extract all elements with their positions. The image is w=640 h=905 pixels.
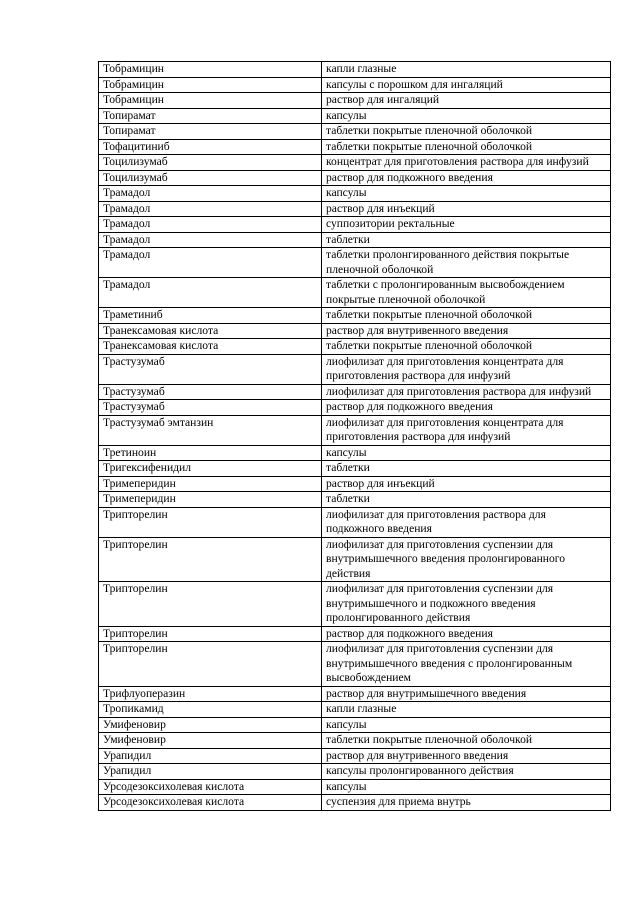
dosage-form-cell: раствор для подкожного введения [322, 170, 611, 186]
drug-name-cell: Трамадол [99, 248, 322, 278]
dosage-form-cell: капли глазные [322, 62, 611, 78]
drug-name-cell: Трастузумаб эмтанзин [99, 415, 322, 445]
drug-name-cell: Трастузумаб [99, 354, 322, 384]
drug-name-cell: Трамадол [99, 278, 322, 308]
drug-name-cell: Трамадол [99, 201, 322, 217]
table-row [99, 77, 611, 93]
drug-name-cell: Тропикамид [99, 702, 322, 718]
table-row [99, 278, 611, 308]
drug-name-cell: Топирамат [99, 124, 322, 140]
drug-name-cell: Транексамовая кислота [99, 323, 322, 339]
drug-name-cell: Тригексифенидил [99, 461, 322, 477]
table-row [99, 217, 611, 233]
dosage-form-cell: таблетки покрытые пленочной оболочкой [322, 124, 611, 140]
dosage-form-cell: суспензия для приема внутрь [322, 795, 611, 811]
drug-name-cell: Тобрамицин [99, 62, 322, 78]
dosage-form-cell: раствор для внутримышечного введения [322, 686, 611, 702]
dosage-form-cell: раствор для подкожного введения [322, 626, 611, 642]
dosage-form-cell: таблетки покрытые пленочной оболочкой [322, 733, 611, 749]
drug-name-cell: Трифлуоперазин [99, 686, 322, 702]
dosage-form-cell: таблетки [322, 461, 611, 477]
table-row [99, 717, 611, 733]
table-row [99, 507, 611, 537]
dosage-form-cell: таблетки [322, 232, 611, 248]
drug-table [98, 61, 611, 811]
dosage-form-cell: таблетки [322, 492, 611, 508]
table-row [99, 308, 611, 324]
document-page [98, 61, 600, 811]
table-row [99, 170, 611, 186]
dosage-form-cell: лиофилизат для приготовления суспензии для внутримышечного введения с пролонгированным высвобождением [322, 642, 611, 687]
dosage-form-cell: раствор для подкожного введения [322, 400, 611, 416]
dosage-form-cell: таблетки пролонгированного действия покрытые пленочной оболочкой [322, 248, 611, 278]
table-row [99, 779, 611, 795]
drug-name-cell: Трамадол [99, 232, 322, 248]
table-row [99, 339, 611, 355]
table-row [99, 492, 611, 508]
table-row [99, 139, 611, 155]
drug-name-cell: Урапидил [99, 748, 322, 764]
drug-name-cell: Трипторелин [99, 642, 322, 687]
dosage-form-cell: таблетки покрытые пленочной оболочкой [322, 139, 611, 155]
drug-name-cell: Умифеновир [99, 733, 322, 749]
drug-name-cell: Трастузумаб [99, 384, 322, 400]
drug-name-cell: Тобрамицин [99, 93, 322, 109]
table-row [99, 384, 611, 400]
drug-name-cell: Трипторелин [99, 537, 322, 582]
table-row [99, 702, 611, 718]
drug-name-cell: Трастузумаб [99, 400, 322, 416]
table-row [99, 764, 611, 780]
table-row [99, 62, 611, 78]
dosage-form-cell: капсулы пролонгированного действия [322, 764, 611, 780]
table-row [99, 582, 611, 627]
table-row [99, 795, 611, 811]
dosage-form-cell: капсулы [322, 779, 611, 795]
dosage-form-cell: лиофилизат для приготовления раствора для подкожного введения [322, 507, 611, 537]
drug-name-cell: Умифеновир [99, 717, 322, 733]
drug-name-cell: Тофацитиниб [99, 139, 322, 155]
drug-table-body [99, 62, 611, 811]
dosage-form-cell: капли глазные [322, 702, 611, 718]
table-row [99, 186, 611, 202]
drug-name-cell: Трипторелин [99, 507, 322, 537]
table-row [99, 400, 611, 416]
dosage-form-cell: раствор для инъекций [322, 201, 611, 217]
dosage-form-cell: лиофилизат для приготовления суспензии для внутримышечного введения пролонгированного действия [322, 537, 611, 582]
dosage-form-cell: суппозитории ректальные [322, 217, 611, 233]
dosage-form-cell: капсулы [322, 717, 611, 733]
drug-name-cell: Трамадол [99, 217, 322, 233]
drug-name-cell: Топирамат [99, 108, 322, 124]
drug-name-cell: Траметиниб [99, 308, 322, 324]
drug-name-cell: Транексамовая кислота [99, 339, 322, 355]
dosage-form-cell: лиофилизат для приготовления суспензии для внутримышечного и подкожного введения пролонгированного действия [322, 582, 611, 627]
dosage-form-cell: капсулы с порошком для ингаляций [322, 77, 611, 93]
dosage-form-cell: лиофилизат для приготовления концентрата для приготовления раствора для инфузий [322, 354, 611, 384]
dosage-form-cell: раствор для внутривенного введения [322, 748, 611, 764]
dosage-form-cell: концентрат для приготовления раствора для инфузий [322, 155, 611, 171]
drug-name-cell: Трипторелин [99, 626, 322, 642]
table-row [99, 93, 611, 109]
drug-name-cell: Тоцилизумаб [99, 170, 322, 186]
dosage-form-cell: лиофилизат для приготовления раствора для инфузий [322, 384, 611, 400]
table-row [99, 461, 611, 477]
dosage-form-cell: таблетки покрытые пленочной оболочкой [322, 339, 611, 355]
table-row [99, 476, 611, 492]
drug-name-cell: Урсодезоксихолевая кислота [99, 779, 322, 795]
dosage-form-cell: раствор для ингаляций [322, 93, 611, 109]
drug-name-cell: Тримеперидин [99, 476, 322, 492]
table-row [99, 642, 611, 687]
drug-name-cell: Трипторелин [99, 582, 322, 627]
drug-name-cell: Тобрамицин [99, 77, 322, 93]
dosage-form-cell: капсулы [322, 186, 611, 202]
table-row [99, 733, 611, 749]
table-row [99, 354, 611, 384]
drug-name-cell: Урапидил [99, 764, 322, 780]
drug-name-cell: Тоцилизумаб [99, 155, 322, 171]
drug-name-cell: Тримеперидин [99, 492, 322, 508]
dosage-form-cell: капсулы [322, 445, 611, 461]
dosage-form-cell: лиофилизат для приготовления концентрата для приготовления раствора для инфузий [322, 415, 611, 445]
table-row [99, 248, 611, 278]
table-row [99, 748, 611, 764]
drug-name-cell: Трамадол [99, 186, 322, 202]
table-row [99, 232, 611, 248]
table-row [99, 108, 611, 124]
table-row [99, 124, 611, 140]
dosage-form-cell: таблетки с пролонгированным высвобождением покрытые пленочной оболочкой [322, 278, 611, 308]
drug-name-cell: Урсодезоксихолевая кислота [99, 795, 322, 811]
table-row [99, 686, 611, 702]
table-row [99, 445, 611, 461]
dosage-form-cell: капсулы [322, 108, 611, 124]
table-row [99, 626, 611, 642]
dosage-form-cell: раствор для внутривенного введения [322, 323, 611, 339]
table-row [99, 323, 611, 339]
drug-name-cell: Третиноин [99, 445, 322, 461]
dosage-form-cell: раствор для инъекций [322, 476, 611, 492]
dosage-form-cell: таблетки покрытые пленочной оболочкой [322, 308, 611, 324]
table-row [99, 201, 611, 217]
table-row [99, 155, 611, 171]
table-row [99, 537, 611, 582]
table-row [99, 415, 611, 445]
